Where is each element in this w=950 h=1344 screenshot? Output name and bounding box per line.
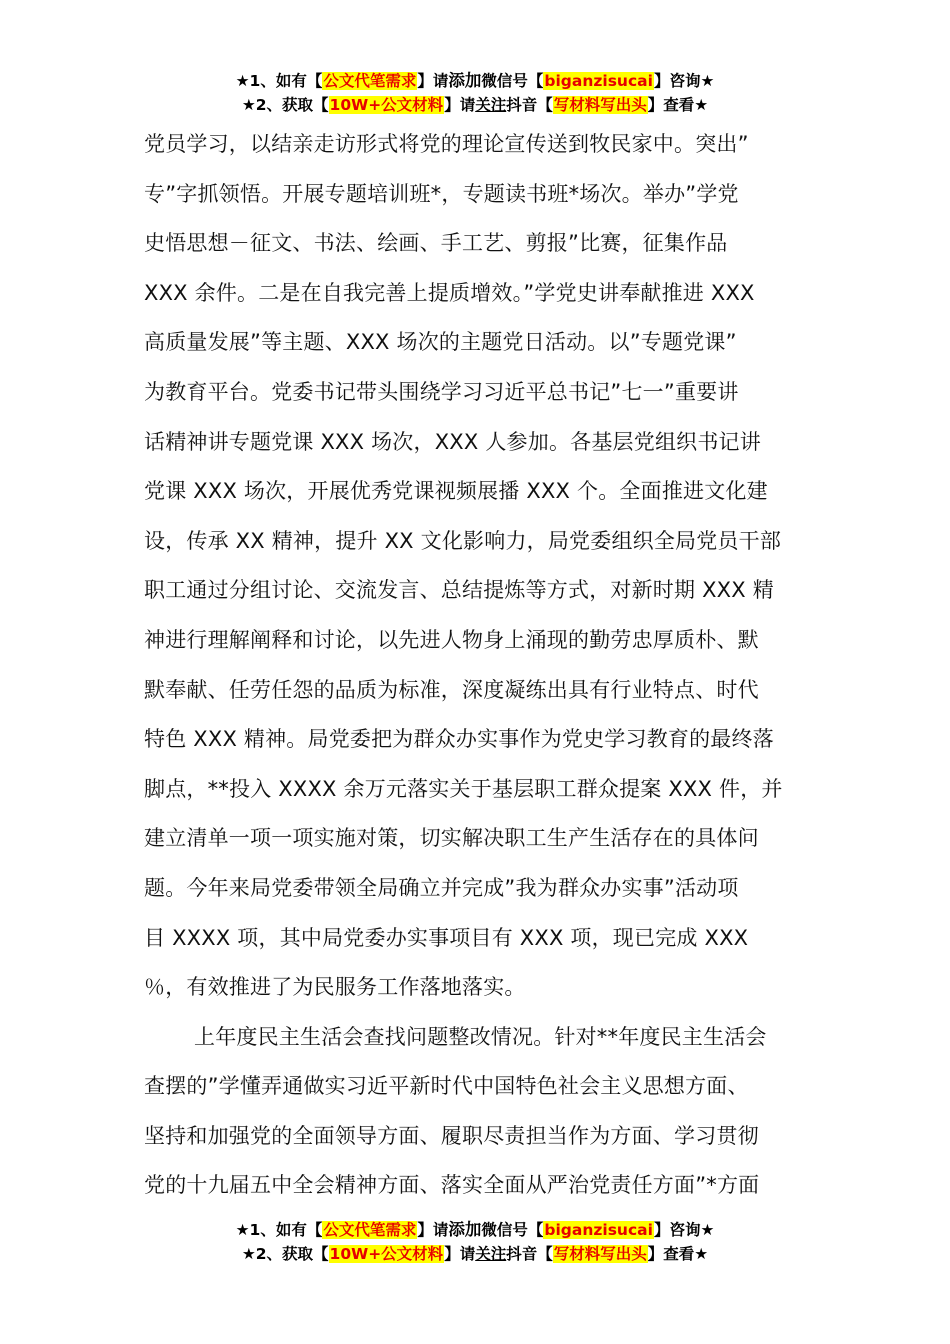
- body-line: 史悟思想－征文、书法、绘画、手工艺、剪报”比赛，征集作品: [144, 231, 728, 256]
- banner-text: 抖音【: [506, 1245, 553, 1263]
- highlight-text: 10W+公文材料: [329, 1245, 444, 1263]
- banner-line-1: [0, 69, 950, 93]
- body-line: 特色 XXX 精神。局党委把为群众办实事作为党史学习教育的最终落: [144, 727, 774, 752]
- body-line: 高质量发展”等主题、XXX 场次的主题党日活动。以”专题党课”: [144, 330, 737, 355]
- banner-line-2: [0, 93, 950, 117]
- body-line: 脚点，**投入 XXXX 余万元落实关于基层职工群众提案 XXX 件，并: [144, 776, 783, 801]
- emphasis-text: 关注: [475, 1245, 507, 1263]
- body-line: XXX 余件。二是在自我完善上提质增效。”学党史讲奉献推进 XXX: [144, 280, 755, 305]
- banner-text: 】请: [444, 1245, 476, 1263]
- body-line: 建立清单一项一项实施对策，切实解决职工生产生活存在的具体问: [144, 826, 759, 851]
- douyin-id-highlight: 写材料写出头: [553, 1245, 647, 1263]
- banner-text: 】请: [417, 72, 449, 90]
- body-line: 神进行理解阐释和讨论，以先进人物身上涌现的勤劳忠厚质朴、默: [144, 627, 759, 652]
- body-line: ％，有效推进了为民服务工作落地落实。: [144, 975, 526, 1000]
- banner-text: 抖音【: [506, 96, 553, 114]
- body-line: 职工通过分组讨论、交流发言、总结提炼等方式，对新时期 XXX 精: [144, 578, 774, 603]
- emphasis-text: 添加: [448, 1220, 482, 1239]
- body-line: 目 XXXX 项，其中局党委办实事项目有 XXX 项，现已完成 XXX: [144, 925, 749, 950]
- body-line: 为教育平台。党委书记带头围绕学习习近平总书记”七一”重要讲: [144, 379, 739, 404]
- banner-text: 】查看★: [647, 96, 709, 114]
- document-body: [144, 120, 808, 1211]
- banner-text: 】请: [417, 1221, 449, 1239]
- body-line: 查摆的”学懂弄通做实习近平新时代中国特色社会主义思想方面、: [144, 1074, 749, 1099]
- wechat-id-highlight: biganzisucai: [544, 72, 653, 90]
- body-line: 坚持和加强党的全面领导方面、履职尽责担当作为方面、学习贯彻: [144, 1123, 759, 1148]
- body-line: 专”字抓领悟。开展专题培训班*，专题读书班*场次。举办”学党: [144, 181, 739, 206]
- paragraph-heading-line: 上年度民主生活会查找问题整改情况。针对**年度民主生活会: [194, 1024, 767, 1049]
- highlight-text: 10W+公文材料: [329, 96, 444, 114]
- banner-text: ★1、如有【: [235, 1221, 323, 1239]
- body-line: 党员学习，以结亲走访形式将党的理论宣传送到牧民家中。突出”: [144, 132, 749, 156]
- banner-text: 】请: [444, 96, 476, 114]
- emphasis-text: 添加: [448, 71, 482, 90]
- banner-text: ★2、获取【: [241, 1245, 329, 1263]
- body-line: 题。今年来局党委带领全局确立并完成”我为群众办实事”活动项: [144, 875, 739, 900]
- highlight-text: 公文代笔需求: [323, 1221, 417, 1239]
- banner-text: 微信号【: [481, 72, 544, 90]
- banner-text: 】咨询★: [653, 72, 715, 90]
- body-line: 设，传承 XX 精神，提升 XX 文化影响力，局党委组织全局党员干部: [144, 528, 782, 553]
- body-line: 话精神讲专题党课 XXX 场次，XXX 人参加。各基层党组织书记讲: [144, 429, 761, 454]
- body-line: 党课 XXX 场次，开展优秀党课视频展播 XXX 个。全面推进文化建: [144, 479, 768, 504]
- wechat-id-highlight: biganzisucai: [544, 1221, 653, 1239]
- banner-line-1: [0, 1218, 950, 1242]
- banner-text: 】咨询★: [653, 1221, 715, 1239]
- footer-banner: [0, 1218, 950, 1266]
- banner-line-2: [0, 1242, 950, 1266]
- banner-text: ★2、获取【: [241, 96, 329, 114]
- highlight-text: 公文代笔需求: [323, 72, 417, 90]
- body-line: 党的十九届五中全会精神方面、落实全面从严治党责任方面”*方面: [144, 1173, 760, 1198]
- banner-text: 微信号【: [481, 1221, 544, 1239]
- banner-text: 】查看★: [647, 1245, 709, 1263]
- emphasis-text: 关注: [475, 96, 507, 114]
- douyin-id-highlight: 写材料写出头: [553, 96, 647, 114]
- banner-text: ★1、如有【: [235, 72, 323, 90]
- body-line: 默奉献、任劳任怨的品质为标准，深度凝练出具有行业特点、时代: [144, 677, 759, 702]
- header-banner: [0, 69, 950, 117]
